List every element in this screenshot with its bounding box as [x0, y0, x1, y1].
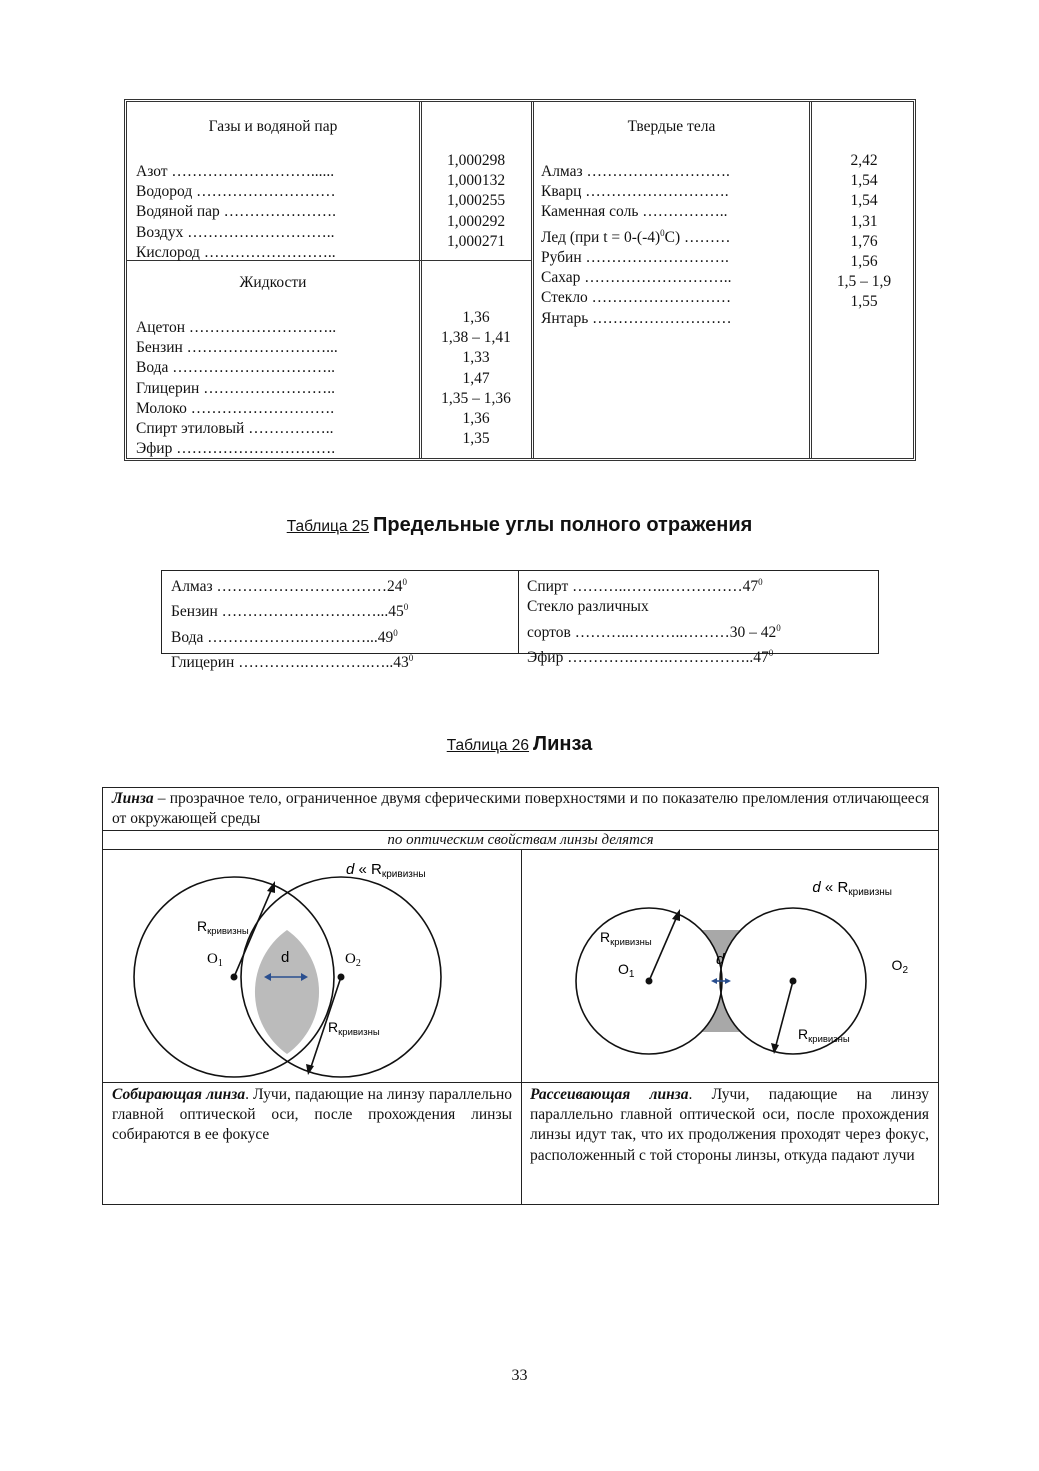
liquid-value: 1,36 — [462, 309, 490, 326]
center-label-o2 — [345, 951, 361, 969]
diverging-lens-diagram — [522, 850, 938, 1082]
radius-subscript: кривизны — [207, 926, 249, 937]
formula-subscript: кривизны — [848, 887, 892, 898]
formula-subscript: кривизны — [381, 869, 426, 880]
liquid-name: Ацетон ……………………….. — [136, 319, 337, 336]
solid-value: 1,76 — [850, 232, 878, 250]
liquids-values — [422, 308, 530, 449]
center-letter: O — [345, 951, 356, 967]
degree-sup: 0 — [776, 622, 781, 633]
center-index: 2 — [355, 958, 361, 969]
solid-name: Сахар ……………………….. — [541, 269, 732, 287]
solids-heading: Твердые тела — [627, 118, 716, 135]
radius-label-left — [197, 918, 249, 937]
liquid-name: Бензин ………………………... — [136, 339, 338, 357]
critical-angle-row — [171, 648, 413, 673]
degree-sup: 0 — [768, 647, 774, 658]
table26-caption-prefix: Таблица 26 — [446, 737, 530, 754]
gases-names — [136, 162, 336, 263]
table26-caption — [0, 733, 1039, 756]
solid-value: 2,42 — [850, 152, 878, 169]
radius-arrow-2 — [775, 981, 793, 1049]
table26-caption-title: Линза — [533, 733, 593, 755]
critical-angle-row — [171, 597, 413, 622]
radius-symbol: R — [328, 1019, 339, 1035]
center-letter: O — [618, 961, 629, 977]
center-label-o2 — [892, 957, 909, 976]
converging-lens-diagram — [103, 850, 521, 1082]
formula-d: d — [346, 861, 355, 878]
table25-caption-title: Предельные углы полного отражения — [373, 514, 753, 536]
liquid-name: Глицерин …………………….. — [136, 379, 335, 397]
solid-name: Каменная соль …………….. — [541, 203, 728, 221]
critical-angle-row — [527, 572, 781, 597]
gas-value: 1,000298 — [446, 152, 506, 169]
radius-label-left — [600, 929, 652, 948]
radius-symbol: R — [197, 918, 208, 934]
critical-angle-text: Стекло различных — [527, 598, 649, 616]
gas-name: Водород ……………………… — [136, 183, 336, 201]
liquid-value: 1,35 – 1,36 — [441, 389, 511, 407]
critical-angle-text: сортов ………..………..………30 – 42 — [527, 623, 777, 641]
solid-name-ice-text: Лед (при t = 0-(-4) — [541, 228, 661, 246]
critical-angle-text: Спирт ………..……..……………47 — [527, 578, 759, 596]
critical-angle-text: Глицерин ………….………….…..43 — [171, 654, 409, 672]
solid-name: Янтарь ……………………… — [541, 309, 732, 327]
solid-value: 1,54 — [850, 192, 878, 210]
radius-subscript: кривизны — [338, 1027, 380, 1038]
center-index: 2 — [902, 965, 908, 976]
liquid-name: Молоко ………………………. — [136, 399, 335, 417]
lens-definition — [112, 789, 929, 829]
solid-name: Рубин ………………………. — [541, 248, 729, 266]
formula-relation: « R — [354, 861, 382, 878]
table25-caption — [0, 514, 1039, 537]
lens-definition-term: Линза — [112, 790, 154, 807]
formula-left — [346, 861, 426, 880]
gases-heading: Газы и водяной пар — [208, 118, 338, 135]
solid-name: Алмаз ………………………. — [541, 163, 730, 180]
center-index: 1 — [217, 958, 223, 969]
solids-values — [812, 151, 916, 313]
critical-angle-text: Бензин …………………………...45 — [171, 603, 404, 621]
solid-name-ice-tail: C) ……… — [664, 228, 731, 246]
solid-name-ice — [541, 223, 732, 248]
degree-sup: 0 — [758, 577, 763, 587]
gas-name: Воздух ……………………….. — [136, 223, 335, 241]
diverging-lens-description — [530, 1085, 929, 1166]
converging-lens-description — [112, 1085, 512, 1146]
degree-sup: 0 — [393, 627, 398, 638]
diverging-lens-text: . Лучи, падающие на линзу параллельно главной оптической оси, после прохождения линзы идут так, что их продолжения проходят через фокус, расположенный с той стороны линзы, откуда падают лучи — [530, 1086, 929, 1164]
critical-angle-left-column — [171, 572, 413, 673]
gas-name: Водяной пар …………………. — [136, 203, 337, 221]
column-divider — [531, 102, 534, 458]
thickness-arrowhead-right — [725, 978, 731, 984]
gas-value: 1,000255 — [446, 192, 506, 210]
converging-lens-text: . Лучи, падающие на линзу параллельно главной оптической оси, после прохождения линзы собираются в ее фокусе — [112, 1086, 512, 1144]
solid-value: 1,31 — [850, 212, 878, 230]
liquid-name: Эфир …………………………. — [136, 440, 336, 458]
radius-label-right — [328, 1019, 380, 1038]
radius-arrowhead-1 — [672, 909, 680, 921]
formula-right — [812, 879, 892, 898]
gas-name: Кислород …………………….. — [136, 243, 336, 261]
liquids-heading: Жидкости — [239, 274, 307, 291]
critical-angle-row — [527, 643, 781, 668]
critical-angle-row — [527, 618, 781, 643]
radius-symbol: R — [600, 929, 611, 945]
solid-value: 1,5 – 1,9 — [836, 273, 892, 291]
solid-value: 1,54 — [850, 172, 878, 190]
thickness-label: d — [716, 951, 725, 968]
center-label-o1 — [618, 961, 635, 980]
solid-name: Стекло ……………………… — [541, 289, 732, 307]
critical-angle-row — [171, 572, 413, 597]
degree-sup: 0 — [403, 602, 409, 613]
solid-value: 1,56 — [850, 253, 878, 271]
page-number: 33 — [511, 1367, 528, 1384]
lens-definition-text: – прозрачное тело, ограниченное двумя сферическими поверхностями и по показателю преломления отличающееся от окружающей среды — [112, 790, 929, 828]
critical-angle-row — [171, 623, 413, 648]
gas-value: 1,000132 — [446, 172, 506, 190]
liquid-value: 1,33 — [462, 349, 490, 367]
degree-sup: 0 — [660, 227, 665, 238]
radius-subscript: кривизны — [610, 937, 652, 948]
degree-sup: 0 — [402, 577, 408, 587]
radius-label-right — [798, 1026, 850, 1045]
center-letter: O — [891, 957, 903, 973]
critical-angle-text: Вода ……………….…………...49 — [171, 628, 394, 646]
lens-subheading: по оптическим свойствам линзы делятся — [387, 832, 654, 848]
radius-arrow-1 — [649, 914, 678, 981]
liquid-value: 1,35 — [462, 430, 490, 448]
gas-value: 1,000292 — [446, 212, 506, 230]
liquids-names — [136, 318, 338, 459]
refraction-index-table — [124, 99, 916, 461]
degree-sup: 0 — [408, 653, 414, 664]
gas-name: Азот ………………………...... — [136, 163, 335, 180]
liquid-name: Вода ………………………….. — [136, 359, 336, 377]
formula-relation: « R — [820, 879, 849, 896]
lens-table — [102, 787, 939, 1205]
radius-symbol: R — [798, 1026, 809, 1042]
column-divider — [518, 571, 519, 653]
solid-value: 1,55 — [850, 293, 878, 311]
critical-angle-row — [527, 597, 781, 617]
diverging-lens-term: Рассеивающая линза — [530, 1086, 689, 1103]
center-label-o1 — [207, 951, 223, 969]
thickness-arrowhead-left — [711, 978, 717, 984]
liquid-value: 1,36 — [462, 410, 490, 428]
thickness-label: d — [281, 949, 290, 966]
gases-values — [422, 151, 530, 252]
liquid-value: 1,38 – 1,41 — [441, 329, 511, 347]
critical-angle-text: Алмаз ……………………………24 — [171, 578, 403, 596]
solids-names — [541, 162, 732, 329]
critical-angle-table — [161, 570, 879, 672]
liquid-value: 1,47 — [462, 369, 490, 387]
center-letter: O — [207, 951, 218, 967]
converging-lens-term: Собирающая линза — [112, 1086, 246, 1103]
liquid-name: Спирт этиловый …………….. — [136, 420, 334, 438]
center-index: 1 — [628, 969, 635, 980]
formula-d: d — [812, 879, 821, 896]
table25-caption-prefix: Таблица 25 — [286, 518, 370, 535]
solid-name: Кварц ………………………. — [541, 183, 729, 201]
critical-angle-right-column — [527, 572, 781, 668]
radius-subscript: кривизны — [808, 1034, 850, 1045]
critical-angle-text: Эфир ………….…….……………..47 — [527, 649, 769, 667]
gas-value: 1,000271 — [446, 232, 506, 250]
